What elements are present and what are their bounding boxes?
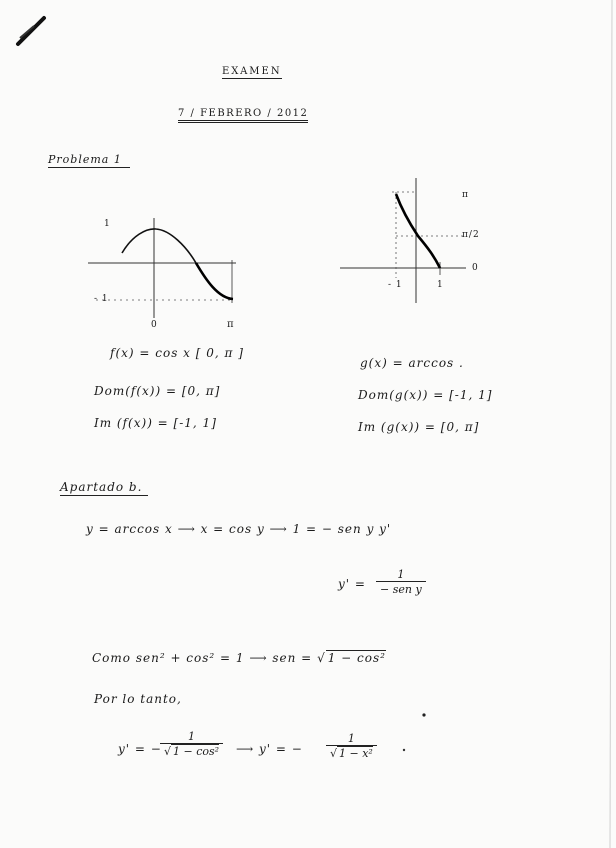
derivation-fraction-1-den: − sen y xyxy=(376,581,426,596)
derivation-final-prefix: y' = − xyxy=(118,742,162,756)
derivation-final-fraction-2-num: 1 xyxy=(347,732,355,745)
def-g-image: Im (g(x)) = [0, π] xyxy=(358,420,480,434)
derivation-final-arrow: ⟶ y' = − xyxy=(236,742,303,756)
derivation-final-fraction-1-num: 1 xyxy=(188,730,196,743)
derivation-fraction-1-num: 1 xyxy=(397,568,405,581)
exam-title-text: EXAMEN xyxy=(222,66,282,77)
scan-mark-top-left xyxy=(18,18,44,44)
graph-cosine-label-pi: π xyxy=(227,319,235,330)
derivation-line-2: Como sen² + cos² = 1 ⟶ sen = √ 1 − cos² xyxy=(92,651,386,665)
derivation-line-3: Por lo tanto, xyxy=(94,692,182,706)
section-b-heading-text: Apartado b. xyxy=(60,480,148,496)
derivation-final-fraction-1: $\frac{1}{\text{√ 1 − cos²}}$ xyxy=(160,730,223,758)
graph-cosine-label-minus-one: - 1 xyxy=(94,294,109,304)
def-f-image: Im (f(x)) = [-1, 1] xyxy=(94,416,217,430)
def-f-domain: Dom(f(x)) = [0, π] xyxy=(94,384,221,398)
graph-cosine-label-one: 1 xyxy=(104,219,111,229)
derivation-yprime: y' = xyxy=(338,577,366,591)
scan-edge-right xyxy=(610,0,612,848)
graph-arccos-label-one: 1 xyxy=(437,280,444,290)
derivation-final-fraction-2-den: 1 − x² xyxy=(339,747,373,760)
def-g-domain: Dom(g(x)) = [-1, 1] xyxy=(358,388,493,402)
derivation-line-1: y = arccos x ⟶ x = cos y ⟶ 1 = − sen y y' xyxy=(86,522,392,536)
problem-heading-text: Problema 1 xyxy=(48,153,130,168)
scan-dot-2 xyxy=(403,749,405,751)
scan-dot xyxy=(422,713,425,716)
def-g-arccos: g(x) = arccos . xyxy=(360,356,464,370)
graph-arccos-label-half-pi: π/2 xyxy=(462,230,480,240)
derivation-line-2-text: Como sen² + cos² = 1 ⟶ sen = xyxy=(92,651,313,665)
derivation-final-fraction-1-den: 1 − cos² xyxy=(173,745,220,758)
derivation-final-fraction-2: $\frac{1}{\text{√ 1 − x²}}$ xyxy=(326,732,377,760)
graph-arccos-label-minus-one: - 1 xyxy=(388,280,403,290)
graph-arccos-label-zero: 0 xyxy=(472,263,479,273)
graph-cosine-label-zero: 0 xyxy=(151,320,158,330)
graph-arccos-label-pi: π xyxy=(462,190,469,200)
exam-date-text: 7 / FEBRERO / 2012 xyxy=(178,108,308,123)
def-f-cos: f(x) = cos x [ 0, π ] xyxy=(110,346,244,360)
derivation-line-2-sqrt: 1 − cos² xyxy=(327,651,386,665)
